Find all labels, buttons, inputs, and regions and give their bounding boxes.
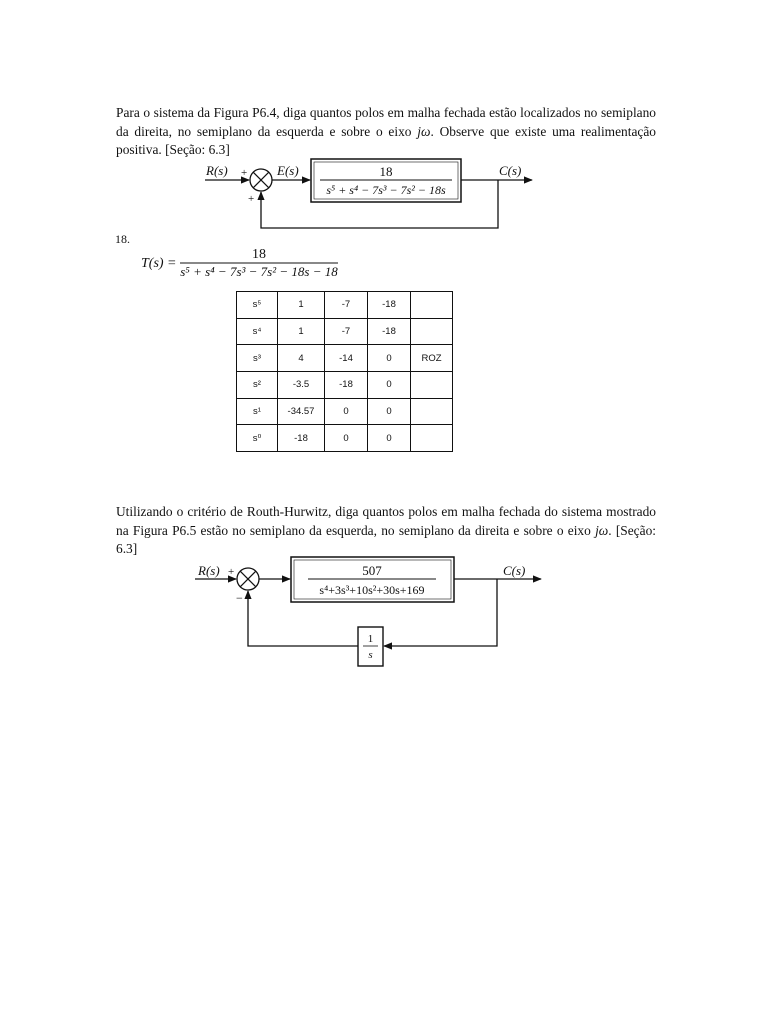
tf-lhs: T(s) =	[141, 256, 177, 271]
answer-tf-numerator: 18	[252, 247, 266, 262]
routh-value-cell: 0	[368, 425, 411, 452]
routh-value-cell: -18	[368, 292, 411, 319]
problem1-text-b: . Observe que existe uma realimentação positiva. [Seção: 6.3]	[116, 123, 656, 158]
output-label-cs-2: C(s)	[503, 563, 526, 578]
problem1-jw: jω	[417, 123, 431, 139]
routh-value-cell: -18	[325, 372, 368, 399]
routh-power-cell: s⁴	[237, 318, 278, 345]
answer-number: 18.	[115, 232, 130, 246]
summing-junction-2	[237, 568, 259, 590]
sum-sign-top-2: +	[228, 566, 235, 578]
routh-value-cell: 0	[325, 425, 368, 452]
error-label-es: E(s)	[277, 163, 299, 178]
problem2-jw: jω	[595, 522, 609, 538]
routh-value-cell: -18	[278, 425, 325, 452]
routh-value-cell: 1	[278, 292, 325, 319]
input-label-rs: R(s)	[206, 163, 228, 178]
routh-value-cell: -34.57	[278, 398, 325, 425]
routh-value-cell: ROZ	[411, 345, 453, 372]
routh-power-cell: s¹	[237, 398, 278, 425]
routh-value-cell: -14	[325, 345, 368, 372]
routh-power-cell: s⁵	[237, 292, 278, 319]
routh-value-cell: -3.5	[278, 372, 325, 399]
routh-value-cell: 0	[368, 345, 411, 372]
tf-numerator: 18	[379, 164, 393, 179]
output-label-cs: C(s)	[499, 163, 522, 178]
sum-sign-bottom-2: −	[236, 591, 243, 605]
routh-value-cell: 1	[278, 318, 325, 345]
problem2-text-a: Utilizando o critério de Routh-Hurwitz, diga quantos polos em malha fechada do sistema mostrado na Figura P6.5 estão no semiplano da esquerda, no semiplano da direita e sobre o eixo	[116, 504, 656, 538]
routh-value-cell: 0	[325, 398, 368, 425]
input-label-rs-2: R(s)	[198, 563, 220, 578]
tf-numerator-2: 507	[362, 563, 382, 578]
routh-value-cell: -7	[325, 292, 368, 319]
feedback-denominator: s	[368, 649, 373, 661]
tf-denominator-2: s⁴+3s³+10s²+30s+169	[319, 583, 425, 597]
feedback-numerator: 1	[367, 633, 374, 645]
routh-power-cell: s⁰	[237, 425, 278, 452]
routh-power-cell: s³	[237, 345, 278, 372]
tf-denominator: s⁵ + s⁴ − 7s³ − 7s² − 18s	[326, 183, 446, 197]
routh-value-cell: 0	[368, 398, 411, 425]
routh-value-cell: 4	[278, 345, 325, 372]
routh-power-cell: s²	[237, 372, 278, 399]
answer-tf-denominator: s⁵ + s⁴ − 7s³ − 7s² − 18s − 18	[180, 264, 338, 279]
problem1-text-a: Para o sistema da Figura P6.4, diga quantos polos em malha fechada estão localizados no semiplano da direita, no semiplano da esquerda e sobre o eixo	[116, 105, 656, 139]
sum-sign-bottom: +	[248, 193, 255, 205]
routh-value-cell: -18	[368, 318, 411, 345]
routh-value-cell: 0	[368, 372, 411, 399]
sum-sign-top: +	[241, 167, 248, 179]
routh-value-cell: -7	[325, 318, 368, 345]
problem2-text-b: . [Seção: 6.3]	[116, 522, 656, 557]
